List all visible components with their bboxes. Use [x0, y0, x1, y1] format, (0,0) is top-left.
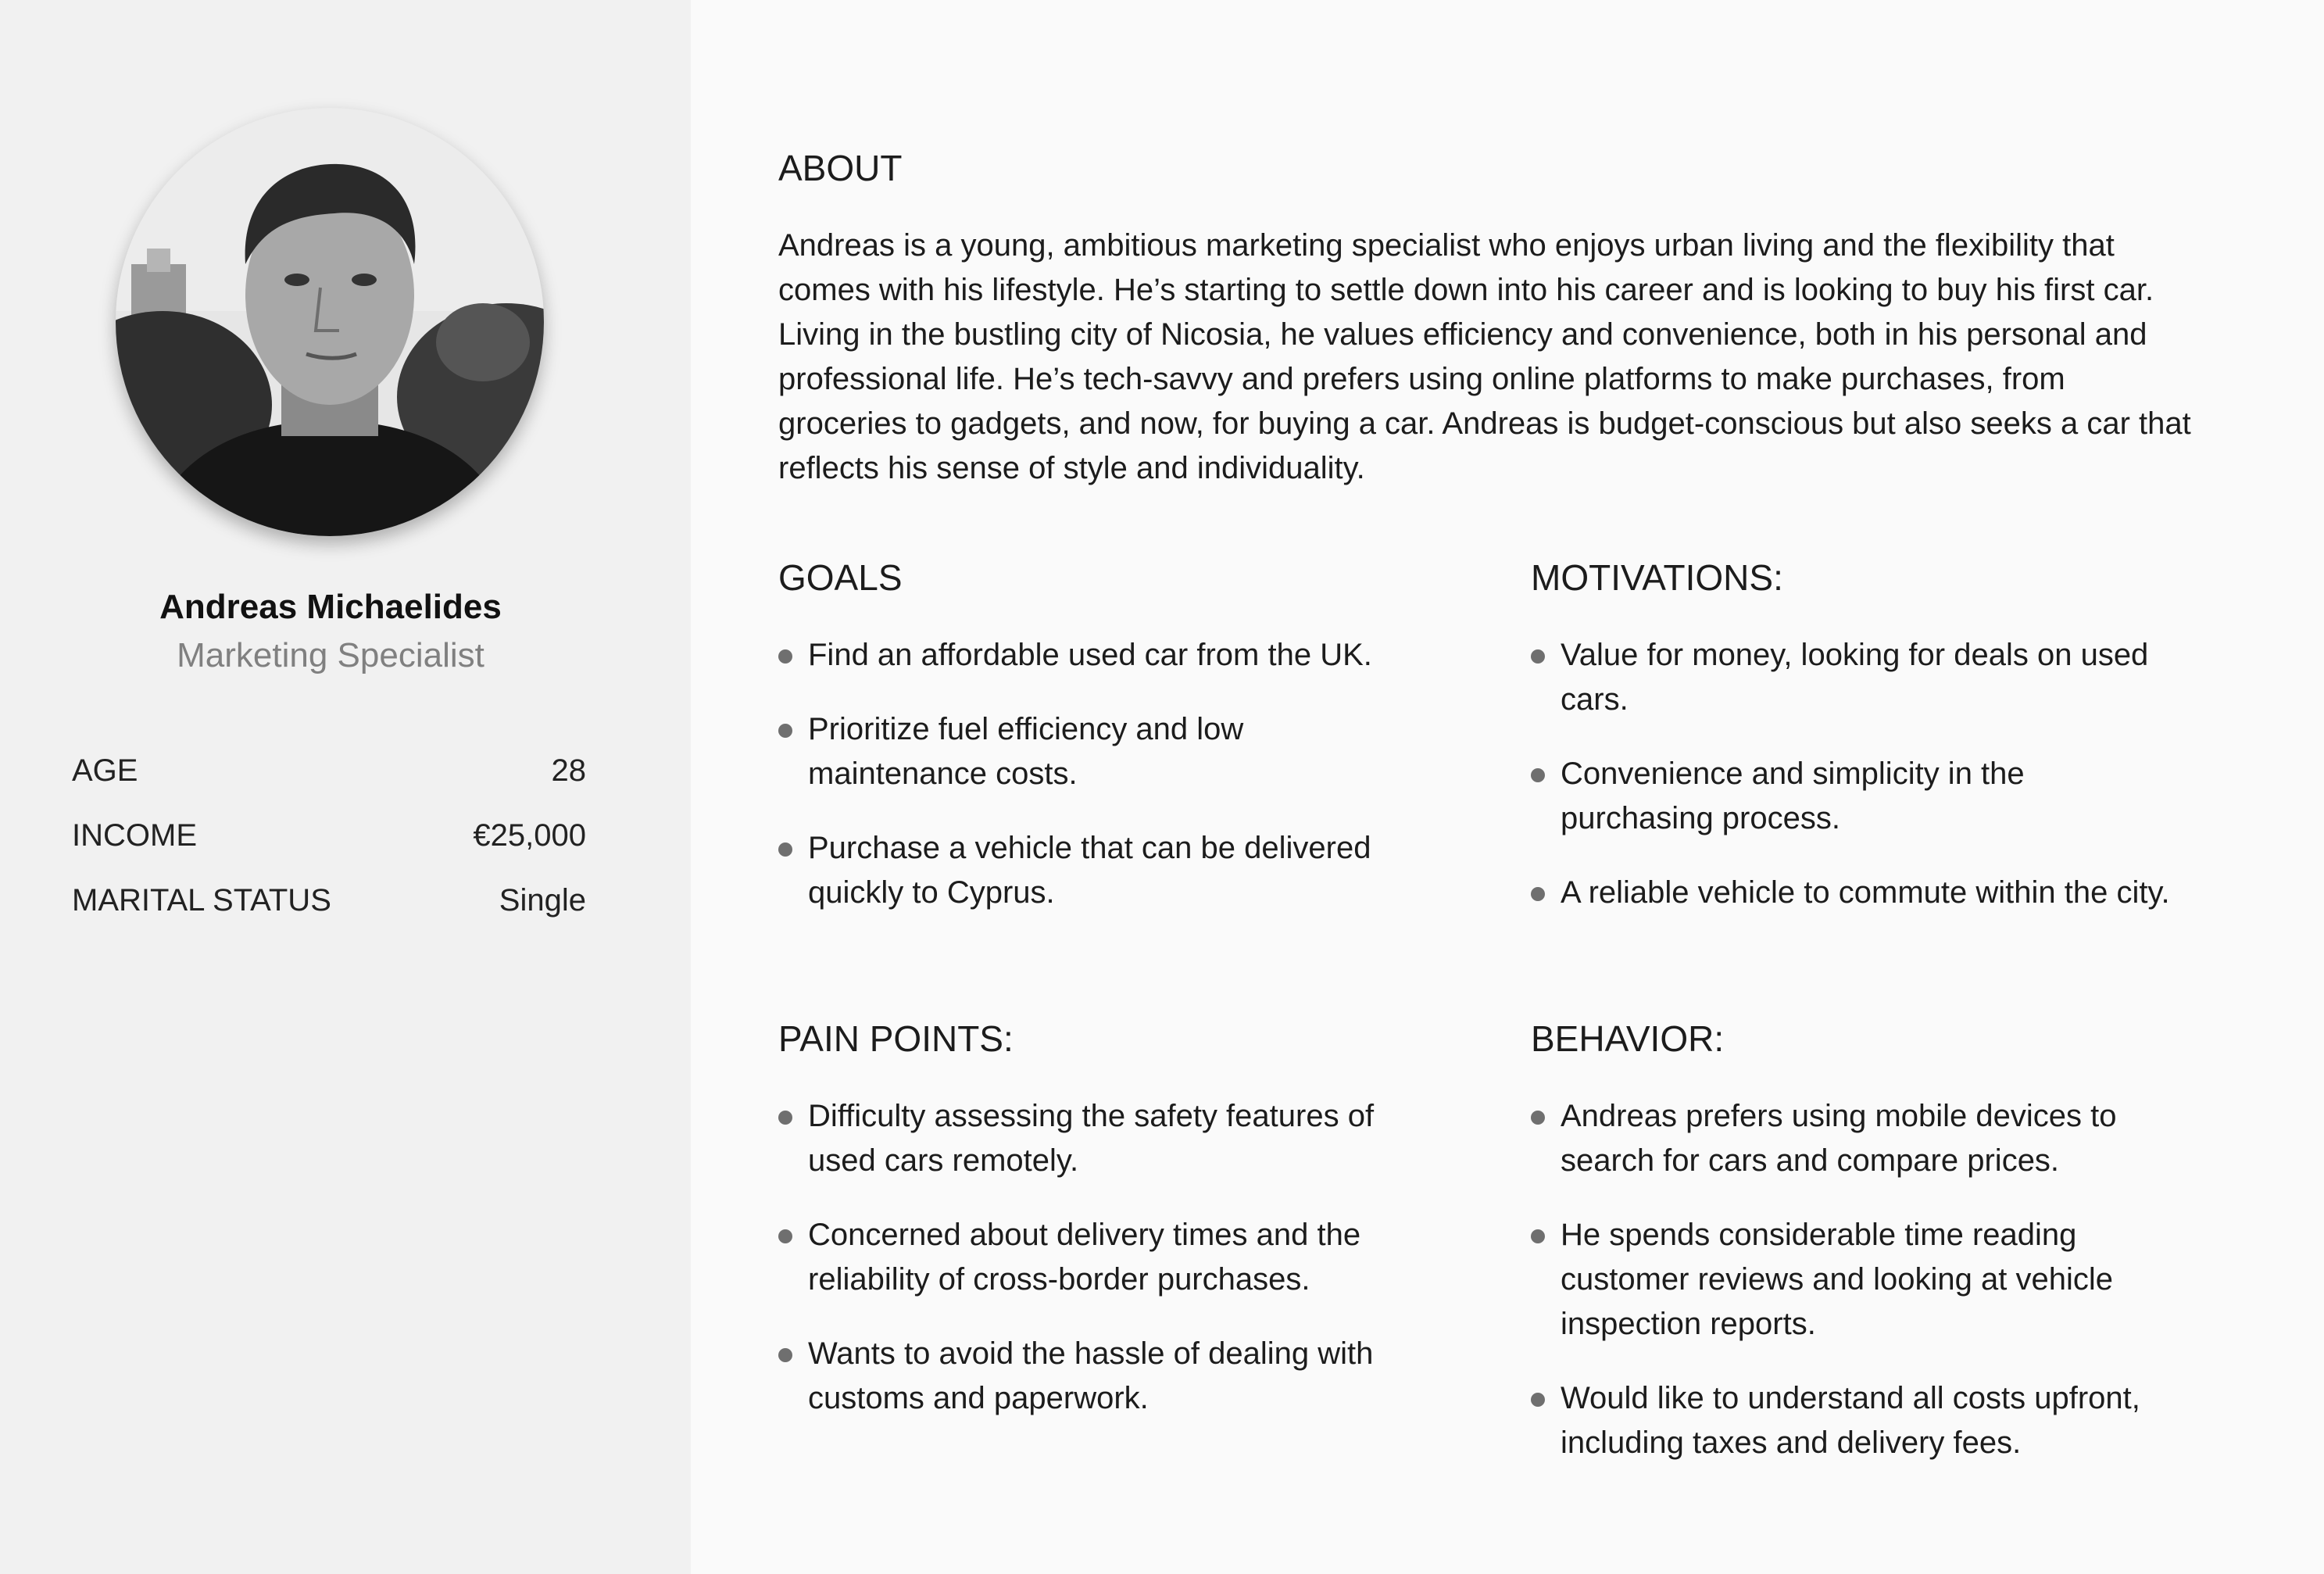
about-text: Andreas is a young, ambitious marketing specialist who enjoys urban living and the flexibility that comes with his lifestyle. He’s starting to settle down into his career and is looking to buy his first car. Living in the bustling city of Nicosia, he values efficiency and convenience, both in his personal and professional life. He’s tech-savvy and prefers using online platforms to make purchases, from groceries to gadgets, and now, for buying a car. Andreas is budget-conscious but also seeks a car that reflects his sense of style and individuality.	[778, 228, 2191, 485]
bullet-icon	[778, 842, 792, 857]
bullet-icon	[1531, 1393, 1545, 1407]
list-item-text: Prioritize fuel efficiency and low maintenance costs.	[808, 712, 1244, 791]
list-item-text: A reliable vehicle to commute within the city.	[1561, 875, 2170, 910]
pain-points-heading: PAIN POINTS:	[778, 1018, 1014, 1059]
list-item	[778, 1094, 1427, 1183]
bullet-icon	[778, 724, 792, 738]
list-item-text: He spends considerable time reading customer reviews and looking at vehicle inspection reports.	[1561, 1218, 2114, 1341]
pain-points-list	[778, 1094, 1427, 1451]
list-item-text: Convenience and simplicity in the purchasing process.	[1561, 757, 2025, 835]
bullet-icon	[1531, 1229, 1545, 1243]
list-item	[1531, 1213, 2195, 1347]
info-row-age	[72, 749, 586, 792]
goals-heading: GOALS	[778, 557, 903, 598]
list-item	[1531, 1094, 2195, 1183]
behavior-heading: BEHAVIOR:	[1531, 1018, 1725, 1059]
list-item-text: Would like to understand all costs upfront, including taxes and delivery fees.	[1561, 1381, 2140, 1460]
list-item	[778, 633, 1427, 678]
bullet-icon	[778, 1348, 792, 1362]
info-label: MARITAL STATUS	[72, 882, 331, 918]
info-row-marital-status	[72, 878, 586, 922]
info-label: INCOME	[72, 817, 197, 853]
info-value: €25,000	[473, 817, 586, 853]
list-item-text: Value for money, looking for deals on used cars.	[1561, 638, 2149, 717]
list-item	[1531, 752, 2179, 841]
list-item	[1531, 1376, 2195, 1465]
goals-list	[778, 633, 1427, 945]
list-item-text: Concerned about delivery times and the reliability of cross-border purchases.	[808, 1218, 1361, 1297]
list-item-text: Difficulty assessing the safety features of used cars remotely.	[808, 1099, 1375, 1178]
info-label: AGE	[72, 753, 138, 788]
motivations-list	[1531, 633, 2179, 945]
avatar-photo	[116, 108, 544, 536]
bullet-icon	[1531, 887, 1545, 901]
list-item-text: Wants to avoid the hassle of dealing with customs and paperwork.	[808, 1336, 1374, 1415]
bullet-icon	[778, 1229, 792, 1243]
list-item	[1531, 871, 2179, 915]
list-item	[778, 1332, 1427, 1421]
info-value: 28	[551, 753, 586, 788]
list-item	[778, 1213, 1427, 1302]
persona-name: Andreas Michaelides	[159, 588, 502, 626]
info-row-income	[72, 814, 586, 857]
list-item	[778, 707, 1427, 796]
bullet-icon	[1531, 649, 1545, 664]
behavior-list	[1531, 1094, 2195, 1495]
bullet-icon	[1531, 1111, 1545, 1125]
info-value: Single	[499, 882, 586, 918]
persona-role: Marketing Specialist	[177, 636, 484, 674]
bullet-icon	[1531, 768, 1545, 782]
motivations-heading: MOTIVATIONS:	[1531, 557, 1783, 598]
list-item-text: Purchase a vehicle that can be delivered quickly to Cyprus.	[808, 831, 1371, 910]
list-item-text: Andreas prefers using mobile devices to search for cars and compare prices.	[1561, 1099, 2117, 1178]
profile-sidebar	[0, 0, 691, 1574]
avatar	[116, 108, 544, 536]
bullet-icon	[778, 1111, 792, 1125]
list-item-text: Find an affordable used car from the UK.	[808, 638, 1372, 672]
bullet-icon	[778, 649, 792, 664]
about-heading: ABOUT	[778, 148, 903, 188]
list-item	[1531, 633, 2179, 722]
list-item	[778, 826, 1427, 915]
